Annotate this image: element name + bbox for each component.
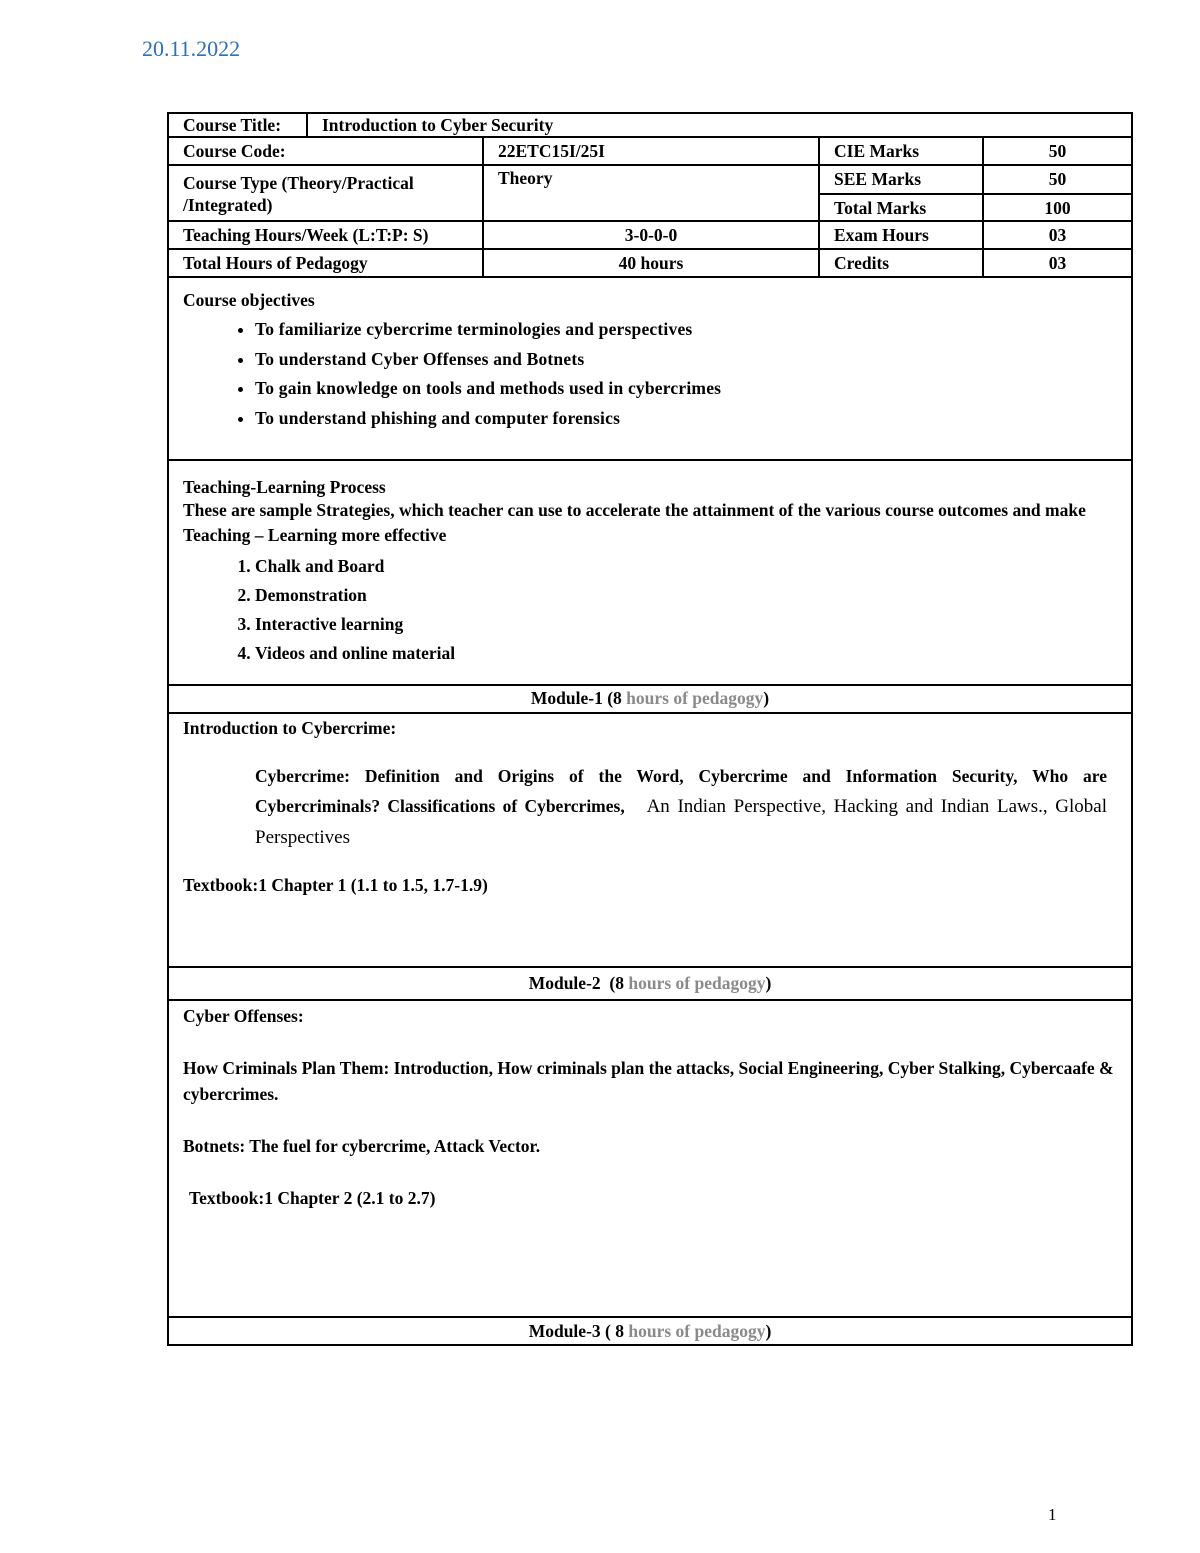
cie-marks-value: 50 <box>1048 141 1067 161</box>
credits-label: Credits <box>820 250 984 276</box>
list-item: 1. Chalk and Board <box>255 552 1117 581</box>
exam-hours-label: Exam Hours <box>820 222 984 248</box>
course-code-value: 22ETC15I/25I <box>484 138 820 164</box>
pedagogy-label: Total Hours of Pedagogy <box>169 250 484 276</box>
module-2-paragraph-2: Botnets: The fuel for cybercrime, Attack Vector. <box>183 1136 541 1156</box>
tlp-heading: Teaching-Learning Process <box>183 477 386 497</box>
see-marks-label: SEE Marks <box>834 169 922 189</box>
list-item: 2. Demonstration <box>255 581 1117 610</box>
module-1-heading: Introduction to Cybercrime: <box>183 718 397 738</box>
page-number: 1 <box>1048 1505 1057 1524</box>
objectives-list <box>183 315 1117 433</box>
marks-value-stack <box>984 166 1131 220</box>
objectives-heading: Course objectives <box>183 290 315 310</box>
module-2-textbook: Textbook:1 Chapter 2 (2.1 to 2.7) <box>189 1188 436 1208</box>
module-1-content-normal: An Indian Perspective, Hacking and Indian Laws., Global Perspectives <box>255 796 1107 848</box>
module-hours-text: hours of pedagogy <box>628 973 766 993</box>
credits-value: 03 <box>1048 253 1067 273</box>
module-3-header <box>169 1318 1131 1344</box>
module-1-content <box>183 761 1117 853</box>
module-title: Module-1 <box>530 688 603 708</box>
module-close: ) <box>765 973 772 993</box>
module-1-textbook: Textbook:1 Chapter 1 (1.1 to 1.5, 1.7-1.9) <box>183 875 488 895</box>
exam-hours-value: 03 <box>1048 225 1067 245</box>
teaching-hours-label: Teaching Hours/Week (L:T:P: S) <box>169 222 484 248</box>
teaching-learning-section <box>169 461 1131 686</box>
tlp-list <box>183 552 1117 668</box>
total-marks-value: 100 <box>984 193 1131 220</box>
teaching-hours-value: 3-0-0-0 <box>484 222 820 248</box>
list-item: • To understand Cyber Offenses and Botnets <box>255 345 1117 375</box>
module-1-content-bold: Cybercrime: Definition and Origins of the Word, Cybercrime and Information Security, Who are Cybercriminals? Classifications of Cybercrimes, <box>255 766 1107 816</box>
pedagogy-value: 40 hours <box>484 250 820 276</box>
course-title-label: Course Title: <box>169 114 308 136</box>
course-title-row <box>169 114 1131 138</box>
module-1-body <box>169 714 1131 968</box>
course-type-row <box>169 166 1131 222</box>
course-title-value: Introduction to Cyber Security <box>322 115 554 135</box>
teaching-hours-row <box>169 222 1131 250</box>
tlp-description: These are sample Strategies, which teacher can use to accelerate the attainment of the various course outcomes and make Teaching – Learning more effective <box>183 500 1086 545</box>
module-open: (8 <box>609 973 624 993</box>
module-2-heading: Cyber Offenses: <box>183 1006 304 1026</box>
list-item: 3. Interactive learning <box>255 610 1117 639</box>
module-open: (8 <box>607 688 622 708</box>
module-open: ( 8 <box>605 1321 624 1341</box>
module-title: Module-2 <box>528 973 601 993</box>
module-hours-text: hours of pedagogy <box>628 1321 766 1341</box>
marks-label-stack <box>820 166 984 220</box>
module-close: ) <box>763 688 770 708</box>
pedagogy-row <box>169 250 1131 278</box>
course-code-row <box>169 138 1131 166</box>
course-type-label: Course Type (Theory/Practical /Integrated) <box>169 166 484 220</box>
course-type-value: Theory <box>484 166 820 220</box>
module-2-body <box>169 1001 1131 1318</box>
module-2-paragraph-1: How Criminals Plan Them: Introduction, How criminals plan the attacks, Social Engineering, Cyber Stalking, Cybercaafe & cybercrimes. <box>183 1058 1114 1104</box>
module-1-header <box>169 686 1131 714</box>
module-close: ) <box>765 1321 772 1341</box>
module-2-header <box>169 968 1131 1001</box>
total-marks-label: Total Marks <box>820 193 982 220</box>
objectives-section <box>169 278 1131 461</box>
list-item: • To gain knowledge on tools and methods used in cybercrimes <box>255 374 1117 404</box>
module-hours-text: hours of pedagogy <box>626 688 764 708</box>
see-marks-value: 50 <box>1048 169 1067 189</box>
cie-marks-label: CIE Marks <box>820 138 984 164</box>
list-item: • To understand phishing and computer forensics <box>255 404 1117 434</box>
module-title: Module-3 <box>528 1321 601 1341</box>
list-item: 4. Videos and online material <box>255 639 1117 668</box>
course-code-label: Course Code: <box>169 138 484 164</box>
course-syllabus-table <box>167 112 1133 1346</box>
list-item: • To familiarize cybercrime terminologies and perspectives <box>255 315 1117 345</box>
document-date: 20.11.2022 <box>142 36 241 61</box>
